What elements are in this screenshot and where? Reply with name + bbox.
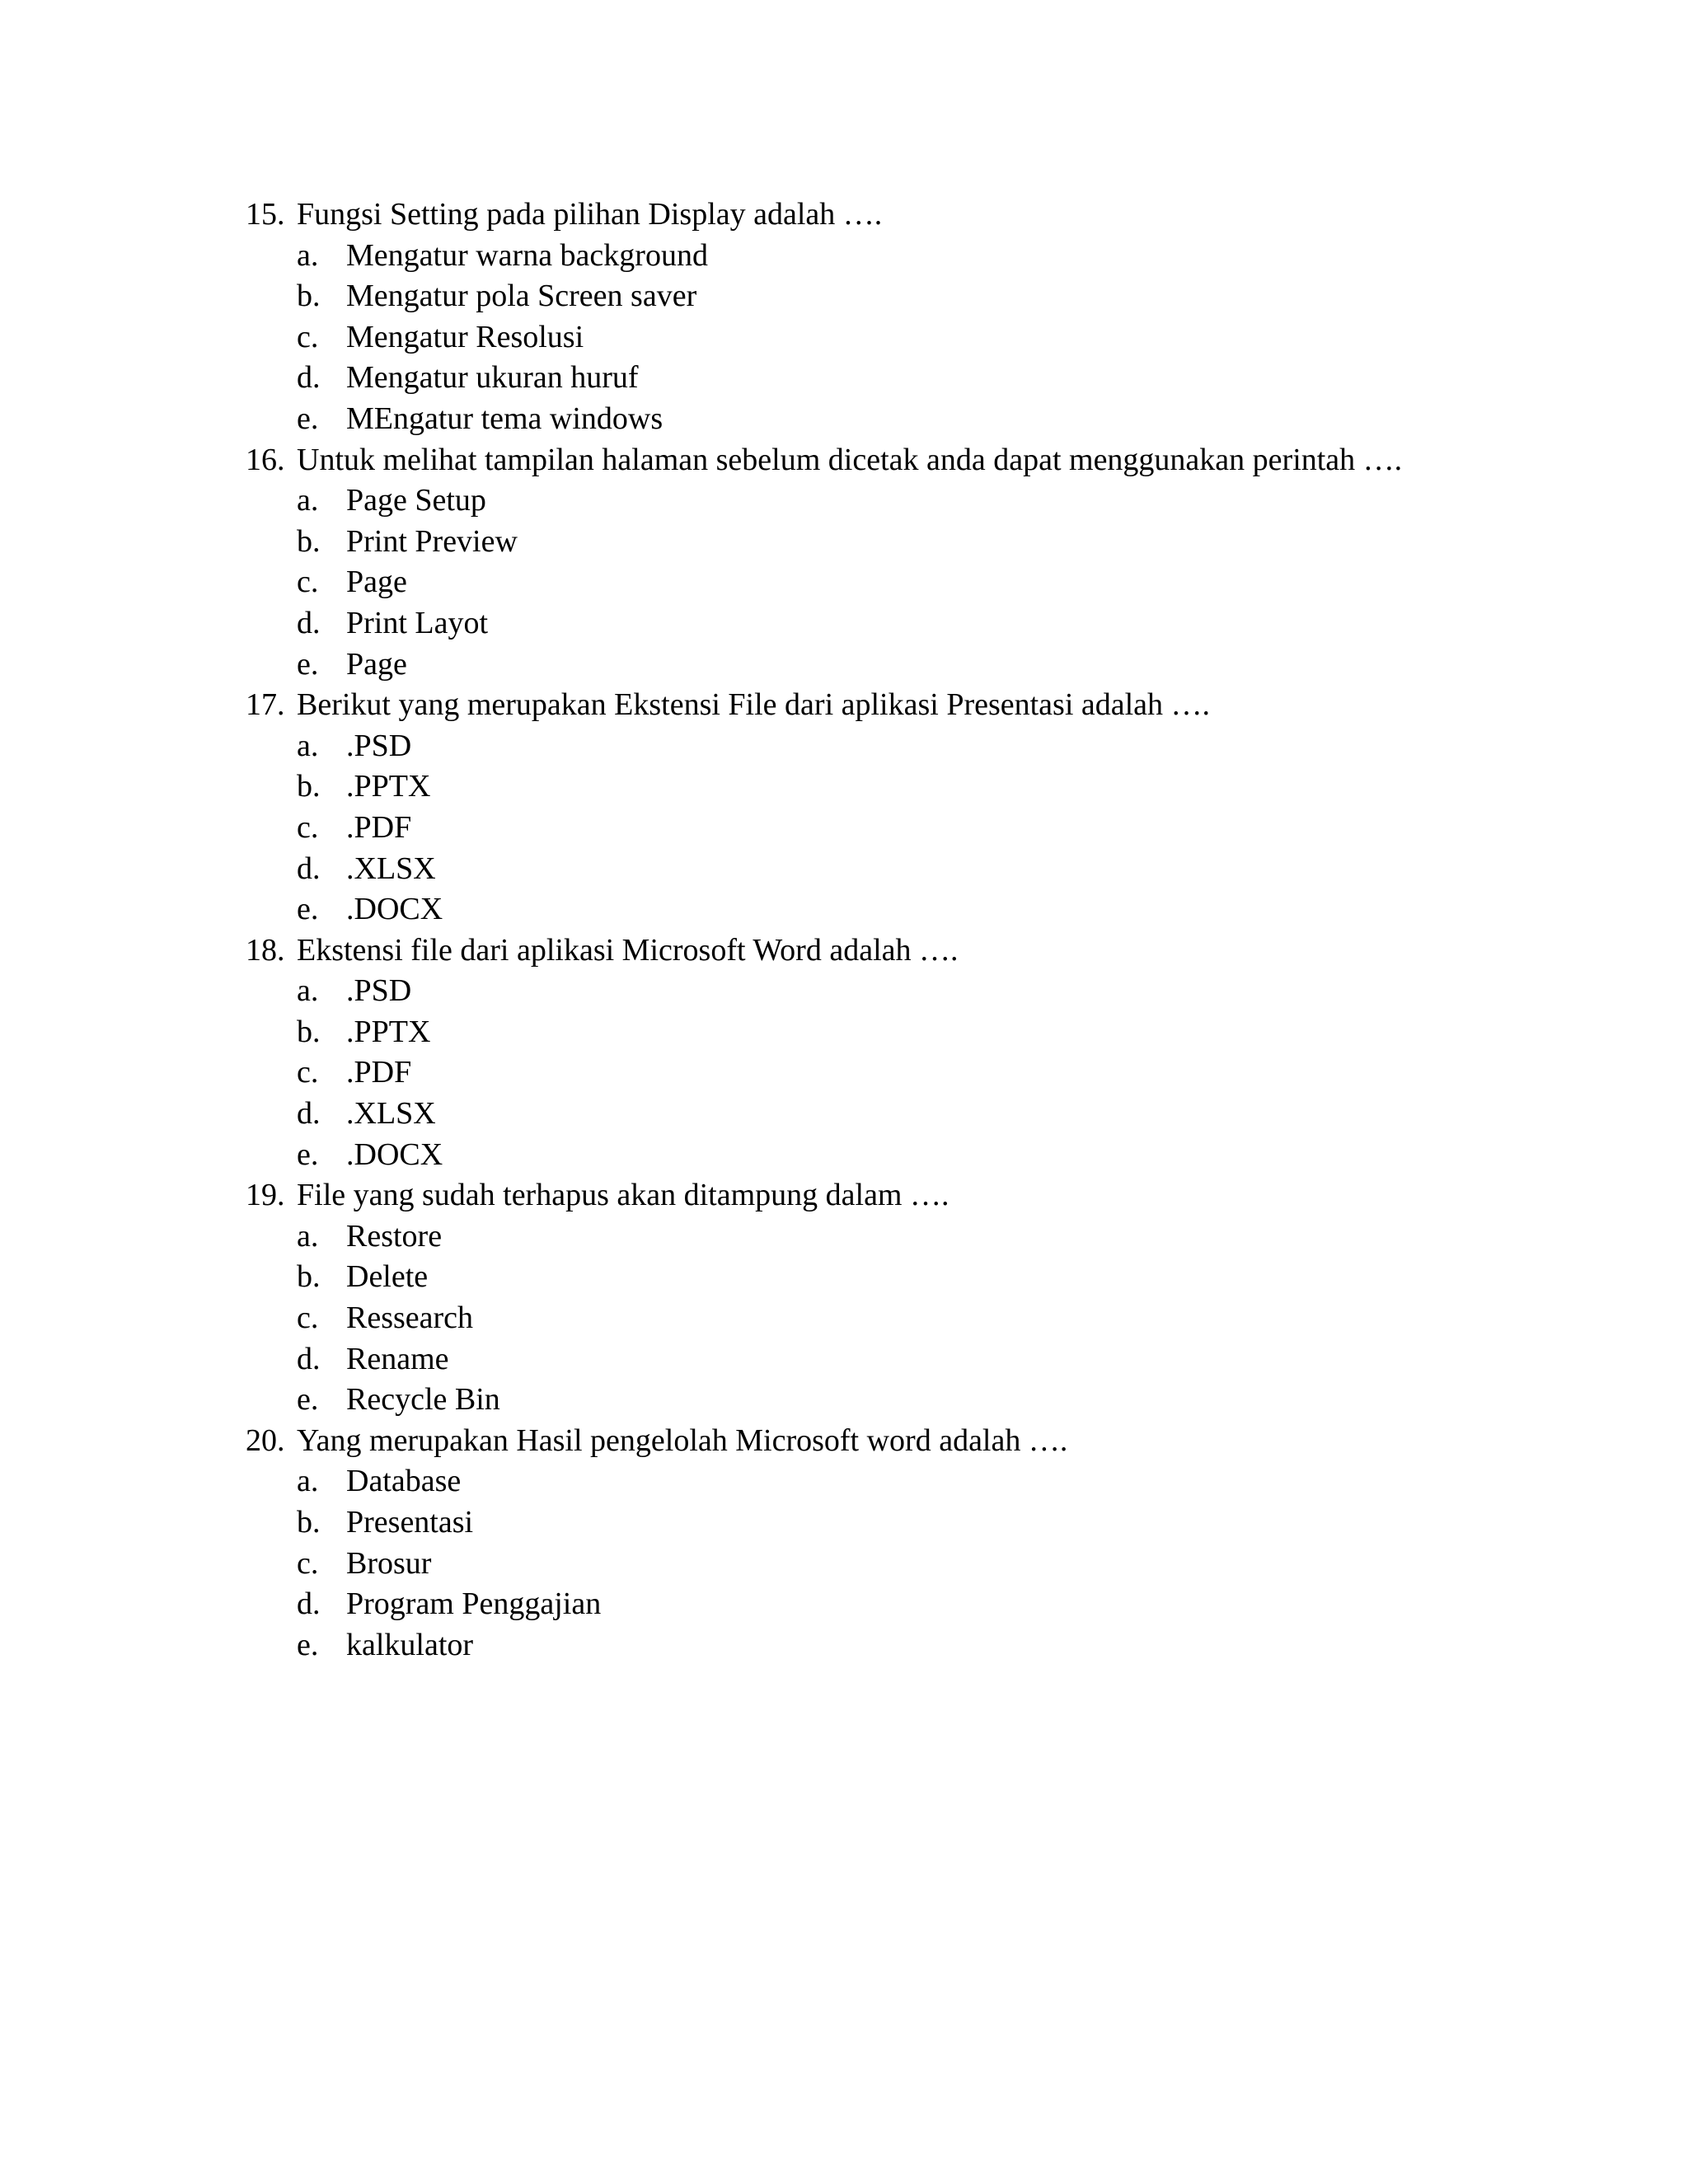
option-e — [297, 644, 1531, 686]
option-list — [246, 236, 1531, 440]
option-letter: e. — [297, 892, 319, 927]
option-b — [297, 1257, 1531, 1298]
option-text: .PPTX — [346, 1014, 431, 1049]
option-d — [297, 1094, 1531, 1135]
option-letter: d. — [297, 1096, 321, 1132]
option-letter: c. — [297, 1055, 319, 1090]
option-letter: b. — [297, 523, 321, 559]
option-text: Database — [346, 1464, 462, 1499]
option-letter: d. — [297, 1341, 321, 1376]
option-text: .PDF — [346, 809, 412, 845]
option-text: Ressearch — [346, 1301, 474, 1336]
question-number: 20. — [246, 1422, 285, 1458]
question-line — [246, 1175, 1531, 1216]
option-text: Recycle Bin — [346, 1382, 500, 1418]
option-c — [297, 317, 1531, 359]
question-text: Ekstensi file dari aplikasi Microsoft Word adalah …. — [297, 932, 959, 968]
option-a — [297, 726, 1531, 767]
option-b — [297, 766, 1531, 808]
option-a — [297, 1216, 1531, 1258]
option-e — [297, 1625, 1531, 1666]
option-text: Print Layot — [346, 605, 489, 640]
option-c — [297, 1052, 1531, 1094]
question-list — [246, 194, 1531, 1666]
option-e — [297, 1380, 1531, 1421]
option-text: .PPTX — [346, 769, 431, 804]
option-text: .DOCX — [346, 892, 443, 927]
question-number: 15. — [246, 197, 285, 232]
option-letter: e. — [297, 1627, 319, 1662]
option-b — [297, 1012, 1531, 1053]
option-e — [297, 1135, 1531, 1176]
option-text: Brosur — [346, 1545, 432, 1581]
option-text: .PDF — [346, 1055, 412, 1090]
option-letter: d. — [297, 605, 321, 640]
option-letter: a. — [297, 1464, 319, 1499]
option-letter: e. — [297, 1382, 319, 1418]
option-b — [297, 1502, 1531, 1544]
option-letter: e. — [297, 1137, 319, 1172]
option-letter: a. — [297, 237, 319, 273]
option-list — [246, 726, 1531, 930]
option-letter: c. — [297, 1545, 319, 1581]
option-d — [297, 1339, 1531, 1380]
question-20 — [246, 1421, 1531, 1666]
option-text: Page Setup — [346, 483, 486, 518]
option-d — [297, 1584, 1531, 1625]
option-text: Print Preview — [346, 523, 518, 559]
option-a — [297, 971, 1531, 1012]
option-letter: b. — [297, 1505, 321, 1540]
option-text: Program Penggajian — [346, 1586, 602, 1622]
option-letter: e. — [297, 401, 319, 436]
option-text: Rename — [346, 1341, 449, 1376]
option-a — [297, 1461, 1531, 1502]
option-b — [297, 276, 1531, 317]
question-text: Untuk melihat tampilan halaman sebelum dicetak anda dapat menggunakan perintah …. — [297, 442, 1403, 477]
option-text: Page — [346, 565, 407, 600]
option-letter: b. — [297, 1259, 321, 1295]
option-text: Mengatur warna background — [346, 237, 708, 273]
option-letter: e. — [297, 646, 319, 682]
question-17 — [246, 685, 1531, 930]
option-letter: a. — [297, 973, 319, 1009]
option-c — [297, 808, 1531, 849]
question-18 — [246, 930, 1531, 1176]
question-line — [246, 440, 1531, 481]
option-text: kalkulator — [346, 1627, 474, 1662]
option-text: .XLSX — [346, 851, 436, 886]
option-letter: a. — [297, 483, 319, 518]
option-letter: a. — [297, 728, 319, 763]
option-text: .PSD — [346, 973, 412, 1009]
option-letter: c. — [297, 565, 319, 600]
question-16 — [246, 440, 1531, 686]
option-list — [246, 1216, 1531, 1421]
option-list — [246, 1461, 1531, 1666]
question-text: File yang sudah terhapus akan ditampung dalam …. — [297, 1178, 950, 1213]
option-text: Mengatur ukuran huruf — [346, 360, 639, 396]
question-line — [246, 930, 1531, 972]
option-text: Mengatur Resolusi — [346, 319, 584, 354]
option-text: Restore — [346, 1218, 443, 1254]
option-letter: b. — [297, 279, 321, 314]
option-a — [297, 236, 1531, 277]
option-text: Presentasi — [346, 1505, 474, 1540]
option-text: Delete — [346, 1259, 429, 1295]
option-letter: d. — [297, 851, 321, 886]
option-e — [297, 889, 1531, 930]
question-19 — [246, 1175, 1531, 1421]
question-number: 17. — [246, 687, 285, 723]
question-text: Fungsi Setting pada pilihan Display adalah …. — [297, 197, 883, 232]
option-text: MEngatur tema windows — [346, 401, 663, 436]
option-d — [297, 603, 1531, 644]
option-letter: c. — [297, 809, 319, 845]
option-letter: d. — [297, 1586, 321, 1622]
option-list — [246, 480, 1531, 685]
option-letter: d. — [297, 360, 321, 396]
option-text: .XLSX — [346, 1096, 436, 1132]
option-d — [297, 358, 1531, 399]
option-b — [297, 522, 1531, 563]
option-letter: a. — [297, 1218, 319, 1254]
option-text: .PSD — [346, 728, 412, 763]
question-number: 16. — [246, 442, 285, 477]
question-line — [246, 194, 1531, 236]
question-line — [246, 1421, 1531, 1462]
question-line — [246, 685, 1531, 726]
option-letter: c. — [297, 1301, 319, 1336]
question-number: 18. — [246, 932, 285, 968]
question-text: Berikut yang merupakan Ekstensi File dari aplikasi Presentasi adalah …. — [297, 687, 1211, 723]
question-text: Yang merupakan Hasil pengelolah Microsoft word adalah …. — [297, 1422, 1068, 1458]
option-text: Page — [346, 646, 407, 682]
option-c — [297, 1544, 1531, 1585]
option-e — [297, 399, 1531, 440]
option-letter: b. — [297, 769, 321, 804]
question-number: 19. — [246, 1178, 285, 1213]
option-d — [297, 849, 1531, 890]
option-text: .DOCX — [346, 1137, 443, 1172]
question-15 — [246, 194, 1531, 440]
option-list — [246, 971, 1531, 1175]
option-a — [297, 480, 1531, 522]
option-letter: c. — [297, 319, 319, 354]
option-c — [297, 1298, 1531, 1339]
option-text: Mengatur pola Screen saver — [346, 279, 697, 314]
option-c — [297, 562, 1531, 603]
option-letter: b. — [297, 1014, 321, 1049]
